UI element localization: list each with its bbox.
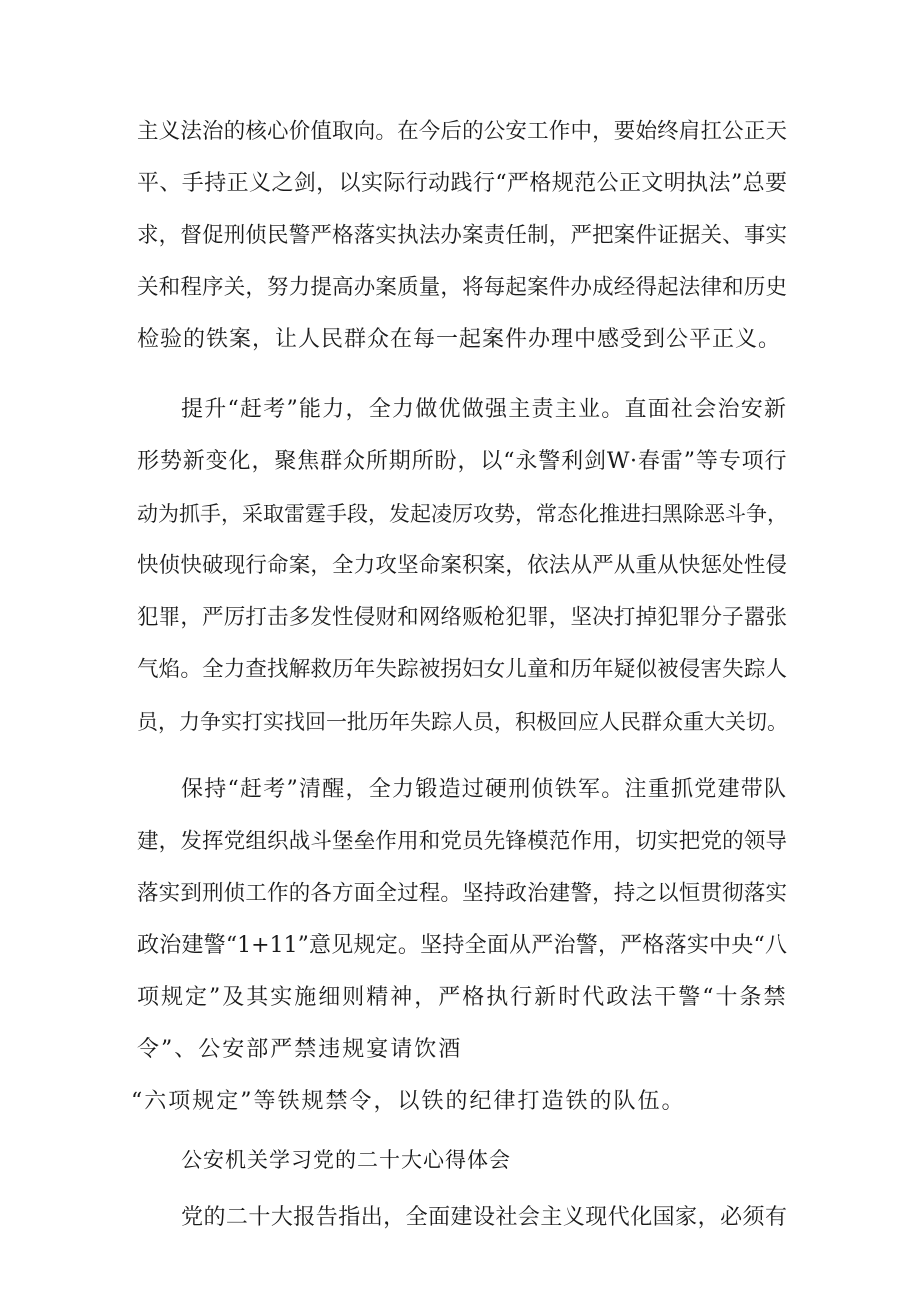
paragraph-2-line-4: 快侦快破现行命案，全力攻坚命案积案，依法从严从重从快惩处性侵 <box>137 553 787 578</box>
paragraph-2-line-7: 员，力争实打实找回一批历年失踪人员，积极回应人民群众重大关切。 <box>137 710 788 734</box>
paragraph-2-line-3: 动为抓手，采取雷霆手段，发起凌厉攻势，常态化推进扫黑除恶斗争， <box>137 502 788 526</box>
paragraph-3-line-1: 保持“赶考”清醒，全力锻造过硬刑侦铁军。注重抓党建带队 <box>181 777 787 802</box>
paragraph-3-line-7: “六项规定”等铁规禁令，以铁的纪律打造铁的队伍。 <box>131 1089 686 1114</box>
section-heading: 公安机关学习党的二十大心得体会 <box>181 1148 511 1172</box>
final-paragraph-line-1: 党的二十大报告指出，全面建设社会主义现代化国家，必须有 <box>181 1205 787 1230</box>
paragraph-1-line-5: 检验的铁案，让人民群众在每一起案件办理中感受到公平正义。 <box>137 327 782 352</box>
paragraph-3-line-5: 项规定”及其实施细则精神，严格执行新时代政法干警“十条禁 <box>137 985 788 1010</box>
paragraph-3-line-6: 令”、公安部严禁违规宴请饮酒 <box>137 1037 463 1062</box>
paragraph-3-line-3: 落实到刑侦工作的各方面全过程。坚持政治建警，持之以恒贯彻落实 <box>137 881 787 906</box>
paragraph-1-line-1: 主义法治的核心价值取向。在今后的公安工作中，要始终肩扛公正天 <box>137 119 787 144</box>
paragraph-2-line-6: 气焰。全力查找解救历年失踪被拐妇女儿童和历年疑似被侵害失踪人 <box>137 657 787 682</box>
paragraph-1-line-2: 平、手持正义之剑，以实际行动践行“严格规范公正文明执法”总要 <box>137 171 787 196</box>
paragraph-3-line-2: 建，发挥党组织战斗堡垒作用和党员先锋模范作用，切实把党的领导 <box>137 829 787 854</box>
paragraph-3-line-4: 政治建警“1+11”意见规定。坚持全面从严治警，严格落实中央“八 <box>137 933 787 958</box>
paragraph-2-line-1: 提升“赶考”能力，全力做优做强主责主业。直面社会治安新 <box>181 397 787 422</box>
paragraph-1-line-3: 求，督促刑侦民警严格落实执法办案责任制，严把案件证据关、事实 <box>137 223 787 248</box>
paragraph-2-line-5: 犯罪，严厉打击多发性侵财和网络贩枪犯罪，坚决打掉犯罪分子嚣张 <box>137 605 787 630</box>
paragraph-2-line-2: 形势新变化，聚焦群众所期所盼，以“永警利剑W·春雷”等专项行 <box>137 449 787 474</box>
paragraph-1-line-4: 关和程序关，努力提高办案质量，将每起案件办成经得起法律和历史 <box>137 275 787 300</box>
